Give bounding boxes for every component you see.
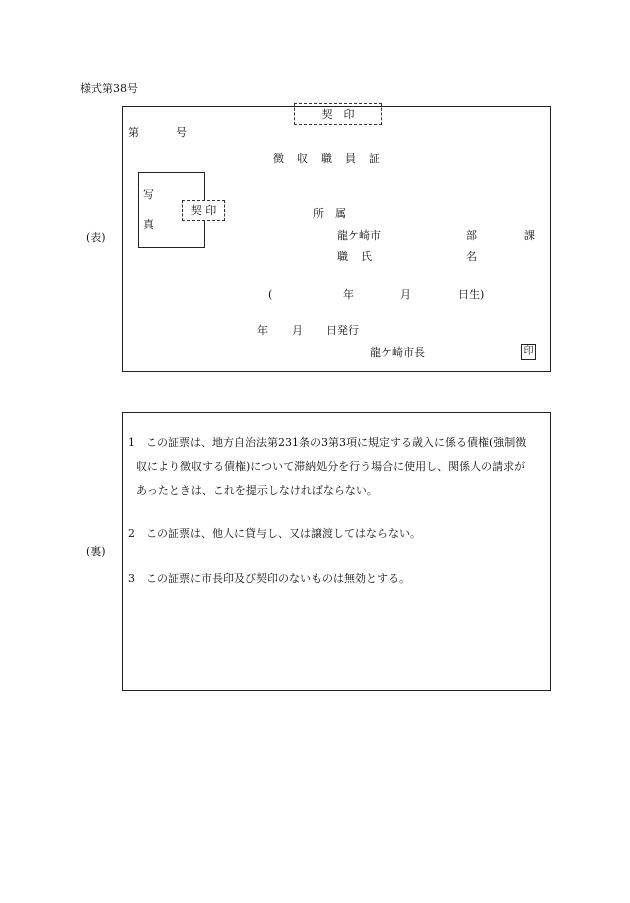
photo-label-2: 真: [143, 218, 154, 231]
photo-tally-seal: [182, 200, 225, 221]
birth-month: 月: [400, 288, 411, 301]
note-1-number: 1: [128, 436, 135, 449]
note-1-line-2: 収により徴収する債権)について滞納処分を行う場合に使用し、関係人の請求が: [136, 460, 526, 473]
form-number: 様式第38号: [80, 82, 138, 95]
mayor-seal-label: 印: [523, 346, 534, 357]
note-2-line-1: この証票は、他人に貸与し、又は譲渡してはならない。: [146, 527, 421, 540]
photo-tally-seal-label: 契 印: [190, 204, 217, 217]
top-tally-seal-label: 契 印: [321, 108, 355, 121]
mayor-seal-box: [521, 344, 536, 360]
position-label: 職: [337, 250, 348, 263]
issue-day: 日発行: [326, 324, 359, 337]
birth-open: (: [268, 288, 273, 301]
top-tally-seal: [294, 103, 382, 125]
card-title: 徴収職員証: [273, 152, 393, 165]
number-prefix: 第: [128, 126, 139, 139]
note-3-line-1: この証票に市長印及び契印のないものは無効とする。: [146, 572, 410, 585]
section-suffix: 課: [524, 229, 535, 242]
name-prefix: 氏: [361, 250, 372, 263]
number-suffix: 号: [176, 126, 187, 139]
photo-label-1: 写: [143, 188, 154, 201]
affiliation-label: 所 属: [313, 207, 346, 220]
front-side-label: (表): [86, 231, 106, 244]
note-3-number: 3: [128, 572, 135, 585]
back-side-label: (裏): [86, 545, 106, 558]
note-1-line-3: あったときは、これを提示しなければならない。: [136, 484, 378, 497]
issue-month: 月: [292, 324, 303, 337]
name-label: 名: [466, 250, 477, 263]
department-suffix: 部: [466, 229, 477, 242]
mayor-title: 龍ケ崎市長: [370, 346, 425, 359]
note-2-number: 2: [128, 527, 135, 540]
issue-year: 年: [257, 324, 268, 337]
city-name: 龍ケ崎市: [337, 229, 381, 242]
back-card: [122, 412, 551, 691]
note-1-line-1: この証票は、地方自治法第231条の3第3項に規定する歳入に係る債権(強制徴: [146, 436, 527, 449]
birth-day: 日生): [458, 288, 485, 301]
birth-year: 年: [343, 288, 354, 301]
